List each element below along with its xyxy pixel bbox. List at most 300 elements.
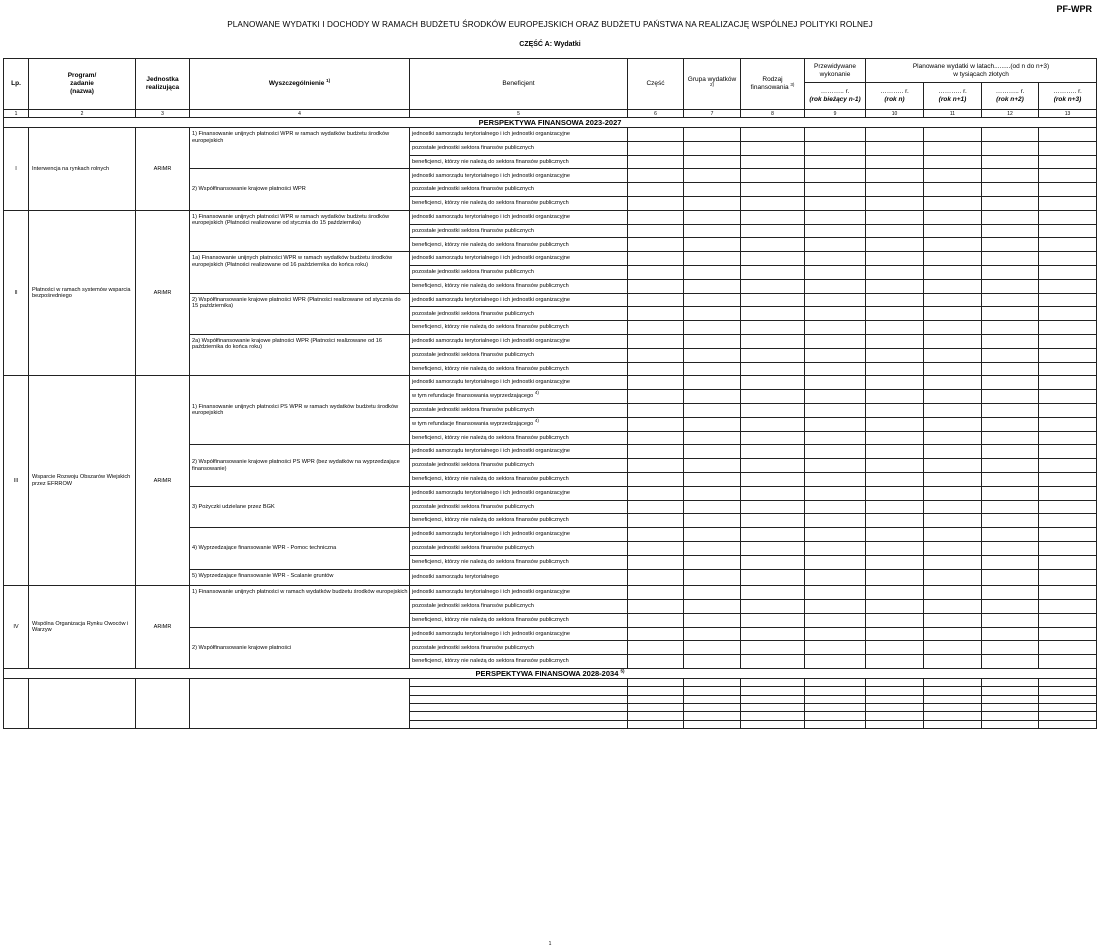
value-cell[interactable] bbox=[924, 586, 982, 600]
value-cell[interactable] bbox=[924, 459, 982, 473]
value-cell[interactable] bbox=[924, 627, 982, 641]
value-cell[interactable] bbox=[805, 362, 866, 376]
value-cell[interactable] bbox=[628, 169, 684, 183]
value-cell[interactable] bbox=[805, 403, 866, 417]
value-cell[interactable] bbox=[924, 720, 982, 728]
value-cell[interactable] bbox=[805, 600, 866, 614]
value-cell[interactable] bbox=[684, 712, 741, 720]
value-cell[interactable] bbox=[741, 641, 805, 655]
value-cell[interactable] bbox=[805, 586, 866, 600]
value-cell[interactable] bbox=[1039, 265, 1097, 279]
value-cell[interactable] bbox=[982, 128, 1039, 142]
value-cell[interactable] bbox=[924, 679, 982, 687]
value-cell[interactable] bbox=[805, 627, 866, 641]
value-cell[interactable] bbox=[805, 695, 866, 703]
value-cell[interactable] bbox=[982, 541, 1039, 555]
value-cell[interactable] bbox=[1039, 679, 1097, 687]
value-cell[interactable] bbox=[741, 183, 805, 197]
value-cell[interactable] bbox=[982, 417, 1039, 431]
value-cell[interactable] bbox=[1039, 486, 1097, 500]
value-cell[interactable] bbox=[628, 445, 684, 459]
value-cell[interactable] bbox=[684, 445, 741, 459]
value-cell[interactable] bbox=[684, 238, 741, 252]
value-cell[interactable] bbox=[924, 224, 982, 238]
value-cell[interactable] bbox=[982, 390, 1039, 404]
value-cell[interactable] bbox=[628, 641, 684, 655]
value-cell[interactable] bbox=[805, 703, 866, 711]
value-cell[interactable] bbox=[924, 600, 982, 614]
value-cell[interactable] bbox=[628, 279, 684, 293]
value-cell[interactable] bbox=[924, 196, 982, 210]
value-cell[interactable] bbox=[1039, 703, 1097, 711]
value-cell[interactable] bbox=[805, 321, 866, 335]
value-cell[interactable] bbox=[924, 141, 982, 155]
value-cell[interactable] bbox=[866, 224, 924, 238]
value-cell[interactable] bbox=[741, 293, 805, 307]
value-cell[interactable] bbox=[866, 390, 924, 404]
value-cell[interactable] bbox=[866, 459, 924, 473]
value-cell[interactable] bbox=[628, 224, 684, 238]
value-cell[interactable] bbox=[1039, 641, 1097, 655]
value-cell[interactable] bbox=[866, 210, 924, 224]
value-cell[interactable] bbox=[741, 128, 805, 142]
value-cell[interactable] bbox=[741, 703, 805, 711]
value-cell[interactable] bbox=[982, 445, 1039, 459]
value-cell[interactable] bbox=[628, 321, 684, 335]
value-cell[interactable] bbox=[684, 695, 741, 703]
value-cell[interactable] bbox=[924, 376, 982, 390]
value-cell[interactable] bbox=[924, 712, 982, 720]
value-cell[interactable] bbox=[805, 655, 866, 669]
value-cell[interactable] bbox=[1039, 196, 1097, 210]
value-cell[interactable] bbox=[866, 445, 924, 459]
value-cell[interactable] bbox=[741, 210, 805, 224]
value-cell[interactable] bbox=[924, 348, 982, 362]
value-cell[interactable] bbox=[1039, 655, 1097, 669]
value-cell[interactable] bbox=[924, 703, 982, 711]
value-cell[interactable] bbox=[1039, 555, 1097, 569]
value-cell[interactable] bbox=[1039, 155, 1097, 169]
value-cell[interactable] bbox=[982, 362, 1039, 376]
value-cell[interactable] bbox=[924, 613, 982, 627]
value-cell[interactable] bbox=[982, 224, 1039, 238]
value-cell[interactable] bbox=[982, 169, 1039, 183]
value-cell[interactable] bbox=[628, 307, 684, 321]
value-cell[interactable] bbox=[628, 472, 684, 486]
value-cell[interactable] bbox=[866, 155, 924, 169]
value-cell[interactable] bbox=[866, 431, 924, 445]
value-cell[interactable] bbox=[684, 155, 741, 169]
value-cell[interactable] bbox=[628, 687, 684, 695]
value-cell[interactable] bbox=[982, 528, 1039, 542]
value-cell[interactable] bbox=[741, 238, 805, 252]
value-cell[interactable] bbox=[410, 695, 628, 703]
value-cell[interactable] bbox=[982, 376, 1039, 390]
value-cell[interactable] bbox=[866, 362, 924, 376]
value-cell[interactable] bbox=[628, 265, 684, 279]
value-cell[interactable] bbox=[628, 514, 684, 528]
value-cell[interactable] bbox=[628, 376, 684, 390]
value-cell[interactable] bbox=[924, 128, 982, 142]
value-cell[interactable] bbox=[866, 279, 924, 293]
value-cell[interactable] bbox=[805, 687, 866, 695]
value-cell[interactable] bbox=[805, 613, 866, 627]
value-cell[interactable] bbox=[684, 169, 741, 183]
value-cell[interactable] bbox=[741, 390, 805, 404]
value-cell[interactable] bbox=[805, 210, 866, 224]
value-cell[interactable] bbox=[628, 238, 684, 252]
value-cell[interactable] bbox=[982, 486, 1039, 500]
value-cell[interactable] bbox=[805, 541, 866, 555]
value-cell[interactable] bbox=[982, 293, 1039, 307]
value-cell[interactable] bbox=[924, 307, 982, 321]
value-cell[interactable] bbox=[982, 348, 1039, 362]
value-cell[interactable] bbox=[805, 279, 866, 293]
empty-merged-cell[interactable] bbox=[190, 679, 410, 729]
value-cell[interactable] bbox=[805, 265, 866, 279]
value-cell[interactable] bbox=[684, 528, 741, 542]
value-cell[interactable] bbox=[741, 712, 805, 720]
value-cell[interactable] bbox=[924, 321, 982, 335]
value-cell[interactable] bbox=[982, 265, 1039, 279]
value-cell[interactable] bbox=[684, 141, 741, 155]
value-cell[interactable] bbox=[1039, 459, 1097, 473]
value-cell[interactable] bbox=[924, 541, 982, 555]
value-cell[interactable] bbox=[628, 586, 684, 600]
value-cell[interactable] bbox=[866, 712, 924, 720]
value-cell[interactable] bbox=[684, 128, 741, 142]
value-cell[interactable] bbox=[805, 169, 866, 183]
value-cell[interactable] bbox=[741, 586, 805, 600]
value-cell[interactable] bbox=[982, 500, 1039, 514]
value-cell[interactable] bbox=[1039, 431, 1097, 445]
value-cell[interactable] bbox=[628, 613, 684, 627]
value-cell[interactable] bbox=[924, 417, 982, 431]
value-cell[interactable] bbox=[866, 613, 924, 627]
value-cell[interactable] bbox=[628, 679, 684, 687]
value-cell[interactable] bbox=[866, 600, 924, 614]
value-cell[interactable] bbox=[684, 307, 741, 321]
value-cell[interactable] bbox=[805, 334, 866, 348]
value-cell[interactable] bbox=[741, 417, 805, 431]
value-cell[interactable] bbox=[982, 555, 1039, 569]
value-cell[interactable] bbox=[684, 655, 741, 669]
value-cell[interactable] bbox=[982, 238, 1039, 252]
value-cell[interactable] bbox=[684, 720, 741, 728]
value-cell[interactable] bbox=[1039, 390, 1097, 404]
value-cell[interactable] bbox=[924, 169, 982, 183]
value-cell[interactable] bbox=[1039, 528, 1097, 542]
value-cell[interactable] bbox=[410, 703, 628, 711]
value-cell[interactable] bbox=[924, 265, 982, 279]
value-cell[interactable] bbox=[684, 641, 741, 655]
value-cell[interactable] bbox=[410, 679, 628, 687]
value-cell[interactable] bbox=[866, 128, 924, 142]
value-cell[interactable] bbox=[628, 196, 684, 210]
value-cell[interactable] bbox=[1039, 600, 1097, 614]
value-cell[interactable] bbox=[1039, 500, 1097, 514]
value-cell[interactable] bbox=[866, 265, 924, 279]
value-cell[interactable] bbox=[741, 307, 805, 321]
value-cell[interactable] bbox=[628, 155, 684, 169]
value-cell[interactable] bbox=[741, 334, 805, 348]
value-cell[interactable] bbox=[1039, 210, 1097, 224]
value-cell[interactable] bbox=[866, 472, 924, 486]
value-cell[interactable] bbox=[982, 514, 1039, 528]
empty-merged-cell[interactable] bbox=[136, 679, 190, 729]
value-cell[interactable] bbox=[866, 679, 924, 687]
value-cell[interactable] bbox=[805, 720, 866, 728]
value-cell[interactable] bbox=[1039, 348, 1097, 362]
value-cell[interactable] bbox=[410, 687, 628, 695]
value-cell[interactable] bbox=[741, 224, 805, 238]
value-cell[interactable] bbox=[628, 655, 684, 669]
value-cell[interactable] bbox=[866, 641, 924, 655]
value-cell[interactable] bbox=[741, 431, 805, 445]
value-cell[interactable] bbox=[741, 528, 805, 542]
value-cell[interactable] bbox=[684, 627, 741, 641]
value-cell[interactable] bbox=[684, 265, 741, 279]
value-cell[interactable] bbox=[684, 210, 741, 224]
value-cell[interactable] bbox=[982, 307, 1039, 321]
value-cell[interactable] bbox=[1039, 417, 1097, 431]
value-cell[interactable] bbox=[741, 279, 805, 293]
value-cell[interactable] bbox=[684, 472, 741, 486]
value-cell[interactable] bbox=[1039, 169, 1097, 183]
value-cell[interactable] bbox=[1039, 293, 1097, 307]
value-cell[interactable] bbox=[741, 362, 805, 376]
value-cell[interactable] bbox=[924, 695, 982, 703]
value-cell[interactable] bbox=[684, 417, 741, 431]
value-cell[interactable] bbox=[1039, 445, 1097, 459]
value-cell[interactable] bbox=[805, 348, 866, 362]
value-cell[interactable] bbox=[741, 472, 805, 486]
value-cell[interactable] bbox=[1039, 334, 1097, 348]
value-cell[interactable] bbox=[741, 569, 805, 586]
value-cell[interactable] bbox=[982, 321, 1039, 335]
value-cell[interactable] bbox=[805, 712, 866, 720]
value-cell[interactable] bbox=[1039, 238, 1097, 252]
value-cell[interactable] bbox=[628, 712, 684, 720]
value-cell[interactable] bbox=[805, 459, 866, 473]
value-cell[interactable] bbox=[741, 695, 805, 703]
value-cell[interactable] bbox=[866, 417, 924, 431]
value-cell[interactable] bbox=[924, 403, 982, 417]
value-cell[interactable] bbox=[741, 555, 805, 569]
value-cell[interactable] bbox=[805, 390, 866, 404]
value-cell[interactable] bbox=[982, 183, 1039, 197]
value-cell[interactable] bbox=[982, 613, 1039, 627]
value-cell[interactable] bbox=[924, 641, 982, 655]
value-cell[interactable] bbox=[982, 641, 1039, 655]
value-cell[interactable] bbox=[684, 431, 741, 445]
value-cell[interactable] bbox=[1039, 183, 1097, 197]
value-cell[interactable] bbox=[1039, 128, 1097, 142]
value-cell[interactable] bbox=[805, 196, 866, 210]
value-cell[interactable] bbox=[1039, 586, 1097, 600]
value-cell[interactable] bbox=[805, 141, 866, 155]
value-cell[interactable] bbox=[1039, 321, 1097, 335]
value-cell[interactable] bbox=[684, 403, 741, 417]
value-cell[interactable] bbox=[741, 720, 805, 728]
value-cell[interactable] bbox=[628, 210, 684, 224]
value-cell[interactable] bbox=[628, 555, 684, 569]
value-cell[interactable] bbox=[924, 155, 982, 169]
value-cell[interactable] bbox=[684, 613, 741, 627]
value-cell[interactable] bbox=[805, 417, 866, 431]
value-cell[interactable] bbox=[924, 183, 982, 197]
value-cell[interactable] bbox=[1039, 569, 1097, 586]
value-cell[interactable] bbox=[410, 712, 628, 720]
value-cell[interactable] bbox=[982, 210, 1039, 224]
value-cell[interactable] bbox=[628, 431, 684, 445]
value-cell[interactable] bbox=[805, 307, 866, 321]
value-cell[interactable] bbox=[684, 362, 741, 376]
value-cell[interactable] bbox=[628, 627, 684, 641]
value-cell[interactable] bbox=[866, 703, 924, 711]
value-cell[interactable] bbox=[1039, 720, 1097, 728]
value-cell[interactable] bbox=[684, 252, 741, 266]
value-cell[interactable] bbox=[1039, 541, 1097, 555]
value-cell[interactable] bbox=[410, 720, 628, 728]
value-cell[interactable] bbox=[741, 196, 805, 210]
value-cell[interactable] bbox=[924, 238, 982, 252]
value-cell[interactable] bbox=[866, 528, 924, 542]
value-cell[interactable] bbox=[741, 627, 805, 641]
value-cell[interactable] bbox=[684, 376, 741, 390]
value-cell[interactable] bbox=[805, 569, 866, 586]
value-cell[interactable] bbox=[628, 293, 684, 307]
value-cell[interactable] bbox=[741, 687, 805, 695]
value-cell[interactable] bbox=[866, 141, 924, 155]
value-cell[interactable] bbox=[684, 279, 741, 293]
value-cell[interactable] bbox=[866, 252, 924, 266]
value-cell[interactable] bbox=[805, 376, 866, 390]
value-cell[interactable] bbox=[866, 293, 924, 307]
value-cell[interactable] bbox=[866, 695, 924, 703]
value-cell[interactable] bbox=[741, 679, 805, 687]
value-cell[interactable] bbox=[924, 390, 982, 404]
value-cell[interactable] bbox=[924, 687, 982, 695]
value-cell[interactable] bbox=[1039, 279, 1097, 293]
value-cell[interactable] bbox=[628, 500, 684, 514]
value-cell[interactable] bbox=[805, 155, 866, 169]
value-cell[interactable] bbox=[684, 555, 741, 569]
value-cell[interactable] bbox=[1039, 224, 1097, 238]
value-cell[interactable] bbox=[866, 334, 924, 348]
value-cell[interactable] bbox=[741, 613, 805, 627]
value-cell[interactable] bbox=[1039, 376, 1097, 390]
value-cell[interactable] bbox=[982, 600, 1039, 614]
value-cell[interactable] bbox=[805, 641, 866, 655]
value-cell[interactable] bbox=[866, 403, 924, 417]
value-cell[interactable] bbox=[741, 265, 805, 279]
value-cell[interactable] bbox=[741, 403, 805, 417]
value-cell[interactable] bbox=[741, 500, 805, 514]
value-cell[interactable] bbox=[628, 334, 684, 348]
value-cell[interactable] bbox=[1039, 613, 1097, 627]
value-cell[interactable] bbox=[805, 472, 866, 486]
value-cell[interactable] bbox=[805, 183, 866, 197]
value-cell[interactable] bbox=[805, 293, 866, 307]
value-cell[interactable] bbox=[684, 348, 741, 362]
value-cell[interactable] bbox=[684, 486, 741, 500]
value-cell[interactable] bbox=[805, 238, 866, 252]
value-cell[interactable] bbox=[684, 459, 741, 473]
value-cell[interactable] bbox=[982, 334, 1039, 348]
value-cell[interactable] bbox=[866, 687, 924, 695]
value-cell[interactable] bbox=[924, 445, 982, 459]
value-cell[interactable] bbox=[628, 720, 684, 728]
value-cell[interactable] bbox=[924, 252, 982, 266]
value-cell[interactable] bbox=[805, 500, 866, 514]
value-cell[interactable] bbox=[805, 555, 866, 569]
value-cell[interactable] bbox=[982, 586, 1039, 600]
value-cell[interactable] bbox=[982, 459, 1039, 473]
value-cell[interactable] bbox=[1039, 627, 1097, 641]
value-cell[interactable] bbox=[1039, 687, 1097, 695]
value-cell[interactable] bbox=[741, 141, 805, 155]
value-cell[interactable] bbox=[805, 224, 866, 238]
value-cell[interactable] bbox=[982, 569, 1039, 586]
value-cell[interactable] bbox=[741, 514, 805, 528]
value-cell[interactable] bbox=[1039, 695, 1097, 703]
value-cell[interactable] bbox=[1039, 472, 1097, 486]
value-cell[interactable] bbox=[628, 403, 684, 417]
value-cell[interactable] bbox=[684, 679, 741, 687]
value-cell[interactable] bbox=[924, 500, 982, 514]
value-cell[interactable] bbox=[866, 376, 924, 390]
value-cell[interactable] bbox=[628, 417, 684, 431]
value-cell[interactable] bbox=[805, 514, 866, 528]
value-cell[interactable] bbox=[741, 486, 805, 500]
value-cell[interactable] bbox=[1039, 362, 1097, 376]
value-cell[interactable] bbox=[741, 541, 805, 555]
value-cell[interactable] bbox=[866, 720, 924, 728]
value-cell[interactable] bbox=[741, 169, 805, 183]
value-cell[interactable] bbox=[982, 712, 1039, 720]
value-cell[interactable] bbox=[805, 679, 866, 687]
value-cell[interactable] bbox=[628, 390, 684, 404]
value-cell[interactable] bbox=[684, 390, 741, 404]
value-cell[interactable] bbox=[866, 514, 924, 528]
value-cell[interactable] bbox=[982, 279, 1039, 293]
value-cell[interactable] bbox=[1039, 403, 1097, 417]
value-cell[interactable] bbox=[805, 528, 866, 542]
value-cell[interactable] bbox=[684, 293, 741, 307]
value-cell[interactable] bbox=[866, 486, 924, 500]
value-cell[interactable] bbox=[741, 348, 805, 362]
empty-merged-cell[interactable] bbox=[4, 679, 29, 729]
value-cell[interactable] bbox=[628, 569, 684, 586]
value-cell[interactable] bbox=[684, 600, 741, 614]
value-cell[interactable] bbox=[982, 627, 1039, 641]
value-cell[interactable] bbox=[741, 252, 805, 266]
value-cell[interactable] bbox=[866, 169, 924, 183]
value-cell[interactable] bbox=[684, 687, 741, 695]
value-cell[interactable] bbox=[684, 586, 741, 600]
value-cell[interactable] bbox=[628, 703, 684, 711]
value-cell[interactable] bbox=[866, 500, 924, 514]
value-cell[interactable] bbox=[866, 196, 924, 210]
value-cell[interactable] bbox=[924, 431, 982, 445]
value-cell[interactable] bbox=[741, 321, 805, 335]
value-cell[interactable] bbox=[866, 555, 924, 569]
value-cell[interactable] bbox=[684, 514, 741, 528]
value-cell[interactable] bbox=[741, 376, 805, 390]
value-cell[interactable] bbox=[866, 321, 924, 335]
value-cell[interactable] bbox=[982, 155, 1039, 169]
